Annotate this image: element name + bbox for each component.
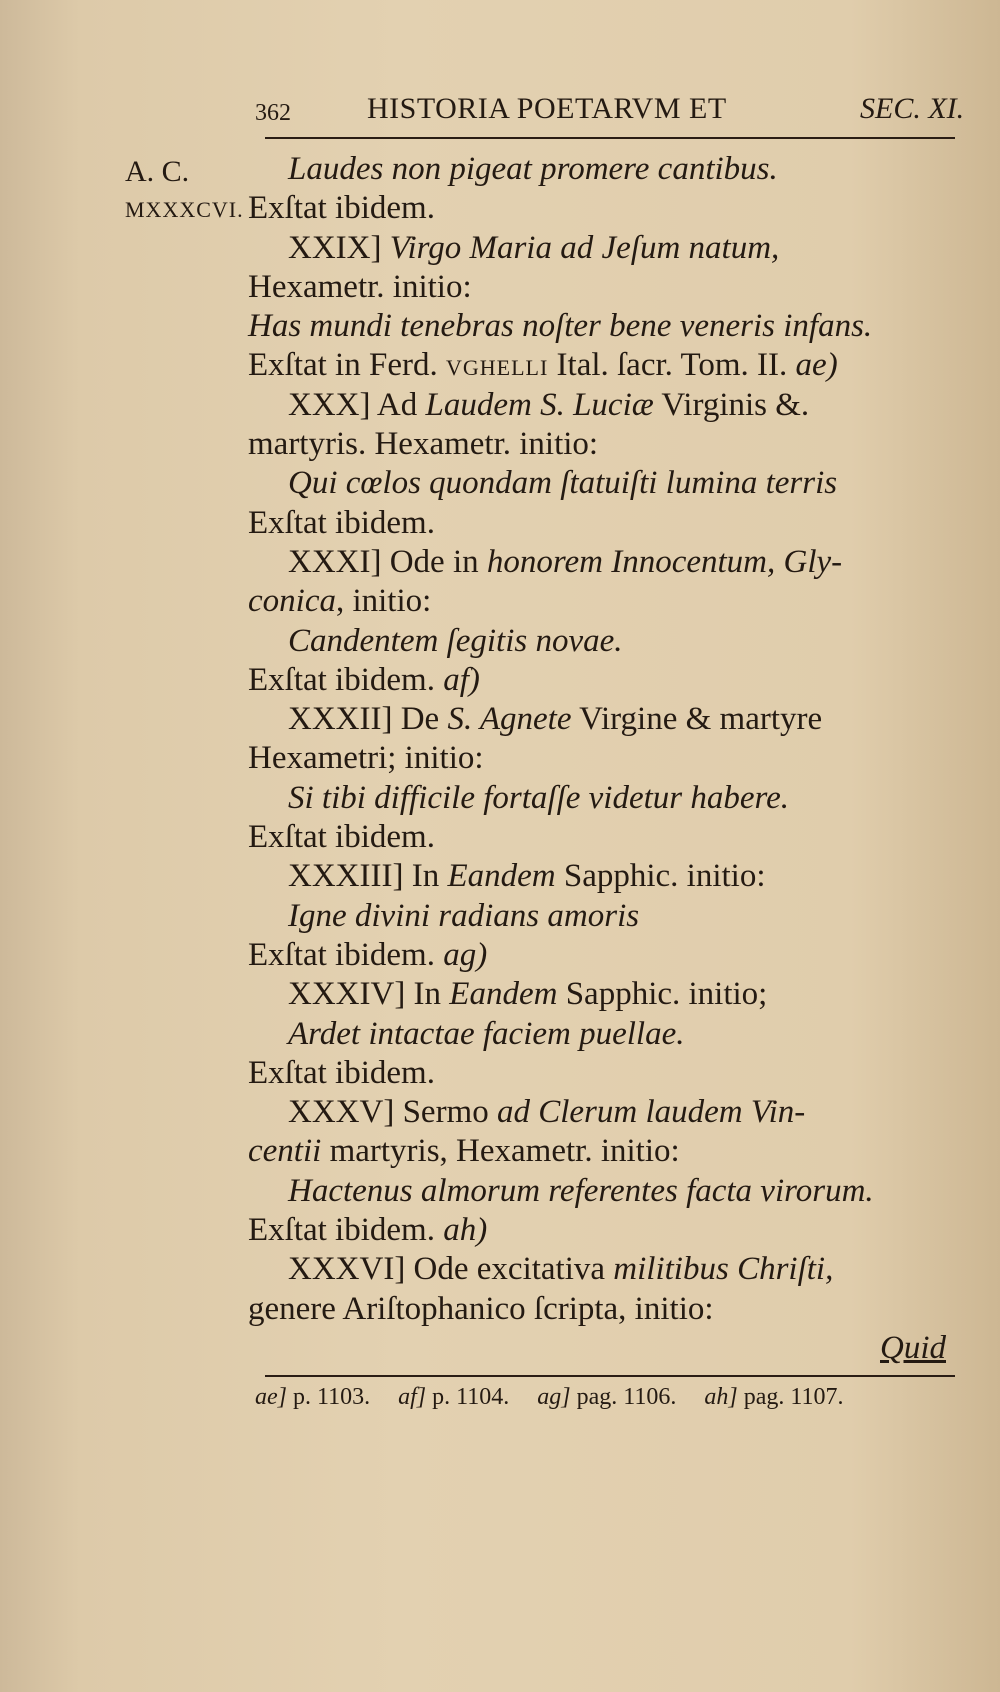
text-line <box>248 543 968 582</box>
margin-ac: A. C. <box>125 155 190 188</box>
text-line <box>248 857 968 896</box>
roman-text: genere Ariſtophanico ſcripta, initio: <box>248 1290 714 1327</box>
italic-text: ad Clerum laudem Vin- <box>496 1094 806 1131</box>
text-line <box>248 779 968 818</box>
text-line <box>248 1093 968 1132</box>
italic-text: centii <box>248 1133 322 1170</box>
italic-text: S. Agnete <box>447 701 572 738</box>
roman-text: Exſtat in Ferd. <box>248 347 446 384</box>
italic-text: af) <box>443 661 480 698</box>
text-line <box>248 622 968 661</box>
text-line <box>248 307 968 346</box>
footnote-text: p. 1103. <box>287 1384 371 1410</box>
roman-text: Exſtat ibidem. <box>248 504 435 541</box>
footnote-mark: ag] <box>537 1384 571 1410</box>
italic-text: militibus Chriſti, <box>613 1251 834 1288</box>
roman-text: XXXIII] In <box>288 858 448 895</box>
roman-text: VGHELLI <box>445 355 549 381</box>
text-line <box>248 425 968 464</box>
page-number: 362 <box>255 100 291 126</box>
text-line <box>248 1211 968 1250</box>
roman-text: Exſtat ibidem. <box>248 190 435 227</box>
roman-text: Sapphic. initio; <box>557 976 768 1013</box>
roman-text: martyris, Hexametr. initio: <box>321 1133 680 1170</box>
catchword: Quid <box>880 1330 946 1366</box>
italic-text: Hactenus almorum referentes facta virorum. <box>288 1172 874 1209</box>
text-line <box>248 1054 968 1093</box>
roman-text: Hexametri; initio: <box>248 740 484 777</box>
italic-text: Eandem <box>447 858 556 895</box>
footnote-text: pag. 1106. <box>570 1384 677 1410</box>
italic-text: Virgo Maria ad Jeſum natum, <box>389 229 780 266</box>
text-line <box>248 1290 968 1329</box>
margin-year: MXXXCVI. <box>125 197 244 222</box>
italic-text: Igne divini radians amoris <box>288 897 640 934</box>
roman-text: Exſtat ibidem. <box>248 661 444 698</box>
text-line <box>248 346 968 385</box>
footnotes <box>255 1384 975 1411</box>
text-line <box>248 739 968 778</box>
footnote-text: pag. 1107. <box>737 1384 844 1410</box>
italic-text: ah) <box>443 1212 488 1249</box>
text-line <box>248 464 968 503</box>
text-line <box>248 818 968 857</box>
italic-text: ag) <box>443 936 488 973</box>
footnote <box>537 1384 690 1410</box>
footnote-text: p. 1104. <box>426 1384 510 1410</box>
roman-text: Sapphic. initio: <box>555 858 766 895</box>
roman-text: XXXIV] In <box>288 976 450 1013</box>
italic-text: ae) <box>795 347 838 384</box>
roman-text: Exſtat ibidem. <box>248 1054 435 1091</box>
italic-text: Has mundi tenebras noſter bene veneris infans. <box>248 308 873 345</box>
footnote-mark: af] <box>398 1384 427 1410</box>
roman-text: Hexametr. initio: <box>248 268 472 305</box>
text-line <box>248 1015 968 1054</box>
text-line <box>248 229 968 268</box>
text-line <box>248 268 968 307</box>
roman-text: Exſtat ibidem. <box>248 819 435 856</box>
text-line <box>248 936 968 975</box>
text-line <box>248 1250 968 1289</box>
text-line <box>248 975 968 1014</box>
roman-text: Exſtat ibidem. <box>248 1212 444 1249</box>
text-line <box>248 1132 968 1171</box>
roman-text: Virginis &. <box>653 386 810 423</box>
italic-text: Eandem <box>449 976 558 1013</box>
roman-text: Ital. ſacr. Tom. II. <box>548 347 796 384</box>
text-line <box>248 150 968 189</box>
text-line <box>248 189 968 228</box>
text-line <box>248 582 968 621</box>
roman-text: XXX] Ad <box>288 386 426 423</box>
italic-text: Candentem ſegitis novae. <box>288 622 623 659</box>
roman-text: XXIX] <box>288 229 390 266</box>
italic-text: honorem Innocentum, Gly- <box>486 543 843 580</box>
text-line <box>248 897 968 936</box>
roman-text: , initio: <box>335 583 432 620</box>
footnote-rule <box>265 1375 955 1377</box>
text-line <box>248 1172 968 1211</box>
italic-text: Si tibi difficile fortaſſe videtur habere. <box>288 779 790 816</box>
footnote-mark: ah] <box>704 1384 738 1410</box>
italic-text: Laudem S. Luciæ <box>425 386 654 423</box>
roman-text: martyris. Hexametr. initio: <box>248 426 599 463</box>
text-line <box>248 661 968 700</box>
roman-text: Virgine & martyre <box>571 701 823 738</box>
roman-text: XXXV] Sermo <box>288 1094 497 1131</box>
italic-text: Qui cœlos quondam ſtatuiſti lumina terris <box>288 465 838 502</box>
italic-text: conica <box>248 583 336 620</box>
running-title: HISTORIA POETARVM ET <box>367 92 727 125</box>
text-line <box>248 700 968 739</box>
footnote <box>398 1384 523 1410</box>
text-line <box>248 504 968 543</box>
main-text <box>248 150 968 1329</box>
roman-text: XXXI] Ode in <box>288 543 487 580</box>
italic-text: Laudes non pigeat promere cantibus. <box>288 151 778 187</box>
footnote <box>704 1384 857 1410</box>
text-line <box>248 386 968 425</box>
running-header <box>255 92 970 132</box>
section-label: SEC. XI. <box>860 92 965 125</box>
footnote-mark: ae] <box>255 1384 287 1410</box>
header-rule <box>265 137 955 139</box>
footnote <box>255 1384 384 1410</box>
roman-text: XXXII] De <box>288 701 448 738</box>
roman-text: Exſtat ibidem. <box>248 936 444 973</box>
roman-text: XXXVI] Ode excitativa <box>288 1251 614 1288</box>
italic-text: Ardet intactae faciem puellae. <box>288 1015 685 1052</box>
